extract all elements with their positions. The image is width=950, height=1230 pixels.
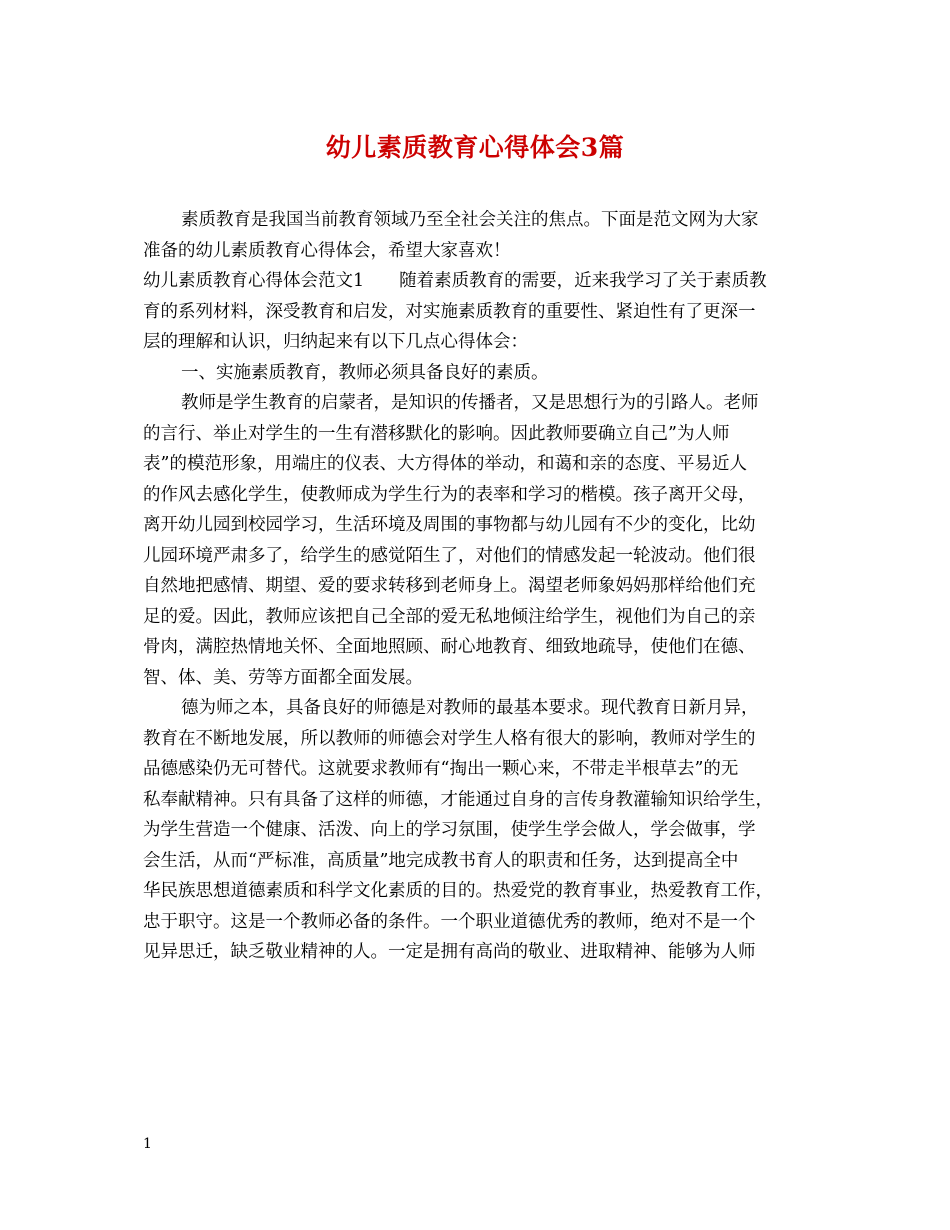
text-line: 德为师之本，具备良好的师德是对教师的最基本要求。现代教育日新月异， <box>181 698 759 718</box>
text-line: 私奉献精神。只有具备了这样的师德，才能通过自身的言传身教灌输知识给学生， <box>143 789 773 810</box>
text-line: 教育在不断地发展，所以教师的师德会对学生人格有很大的影响，教师对学生的 <box>143 728 756 749</box>
text-line: 幼儿素质教育心得体会范文1 随着素质教育的需要，近来我学习了关于素质教 <box>143 271 767 291</box>
text-line: 骨肉，满腔热情地关怀、全面地照顾、耐心地教育、细致地疏导，使他们在德、 <box>143 637 756 657</box>
text-line: 足的爱。因此，教师应该把自己全部的爱无私地倾注给学生，视他们为自己的亲 <box>143 606 756 627</box>
document-body <box>143 205 808 968</box>
text-line: 华民族思想道德素质和科学文化素质的目的。热爱党的教育事业，热爱教育工作， <box>143 881 773 901</box>
text-line: 教师是学生教育的启蒙者，是知识的传播者，又是思想行为的引路人。老师 <box>181 393 759 413</box>
page-number: 1 <box>143 1136 152 1152</box>
text-line: 见异思迁，缺乏敬业精神的人。一定是拥有高尚的敬业、进取精神、能够为人师 <box>143 942 756 962</box>
text-line: 的言行、举止对学生的一生有潜移默化的影响。因此教师要确立自己”为人师 <box>143 423 730 444</box>
text-line: 智、体、美、劳等方面都全面发展。 <box>143 667 423 688</box>
text-line: 的作风去感化学生，使教师成为学生行为的表率和学习的楷模。孩子离开父母， <box>143 484 756 505</box>
text-line: 为学生营造一个健康、活泼、向上的学习氛围，使学生学会做人，学会做事，学 <box>143 820 756 840</box>
text-line: 会生活，从而“严标准，高质量”地完成教书育人的职责和任务，达到提高全中 <box>143 850 739 871</box>
text-line: 育的系列材料，深受教育和启发，对实施素质教育的重要性、紧迫性有了更深一 <box>143 301 756 322</box>
text-line: 一、实施素质教育，教师必须具备良好的素质。 <box>181 362 549 383</box>
text-line: 准备的幼儿素质教育心得体会，希望大家喜欢！ <box>143 240 511 261</box>
text-line: 表”的模范形象，用端庄的仪表、大方得体的举动，和蔼和亲的态度、平易近人 <box>143 454 747 474</box>
text-line: 品德感染仍无可替代。这就要求教师有“掏出一颗心来，不带走半根草去”的无 <box>143 759 739 779</box>
document-title: 幼儿素质教育心得体会3篇 <box>325 133 625 162</box>
text-line: 素质教育是我国当前教育领域乃至全社会关注的焦点。下面是范文网为大家 <box>181 210 759 230</box>
text-line: 儿园环境严肃多了，给学生的感觉陌生了，对他们的情感发起一轮波动。他们很 <box>143 545 756 566</box>
text-line: 离开幼儿园到校园学习，生活环境及周围的事物都与幼儿园有不少的变化，比幼 <box>143 515 756 535</box>
text-line: 层的理解和认识，归纳起来有以下几点心得体会： <box>143 332 528 352</box>
text-line: 自然地把感情、期望、爱的要求转移到老师身上。渴望老师象妈妈那样给他们充 <box>143 576 756 596</box>
text-line: 忠于职守。这是一个教师必备的条件。一个职业道德优秀的教师，绝对不是一个 <box>143 911 756 932</box>
